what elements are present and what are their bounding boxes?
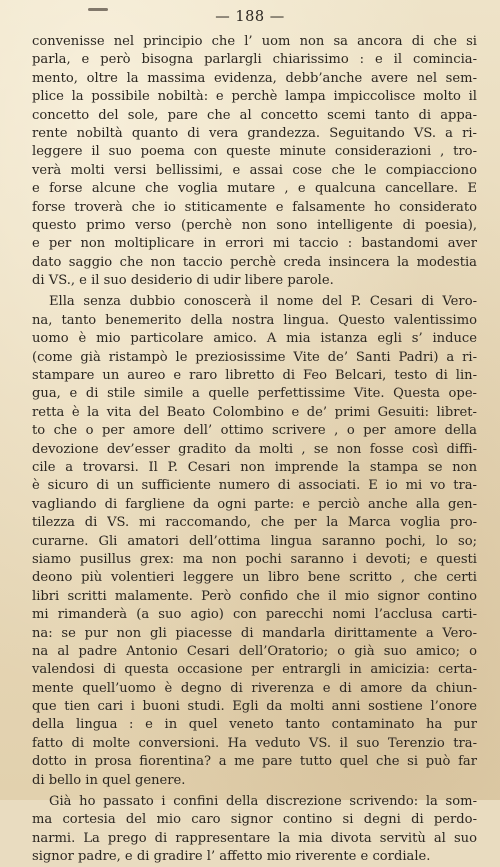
text-line: na al padre Antonio Cesari dell’Oratorio; o già suo amico; o bbox=[32, 643, 477, 659]
text-line: della lingua : e in quel veneto tanto contaminato ha pur bbox=[32, 717, 477, 733]
text-line: devozione dev’esser gradito da molti , se non fosse così diffi- bbox=[32, 441, 477, 457]
text-line: signor padre, e di gradire l’ affetto mio riverente e cordiale. bbox=[32, 849, 431, 865]
text-line: è sicuro di un sufficiente numero di associati. E io mi vo tra- bbox=[32, 478, 477, 494]
text-line: e per non moltiplicare in errori mi taccio : bastandomi aver bbox=[32, 236, 477, 252]
text-line: mente quell’uomo è degno di riverenza e di amore da chiun- bbox=[32, 680, 477, 696]
text-line: to che o per amore dell’ ottimo scrivere , o per amore della bbox=[32, 423, 477, 439]
text-line: tilezza di VS. mi raccomando, che per la Marca voglia pro- bbox=[32, 515, 477, 531]
text-line: deono più volentieri leggere un libro bene scritto , che certi bbox=[32, 570, 477, 586]
text-line: leggere il suo poema con queste minute considerazioni , tro- bbox=[32, 144, 477, 160]
text-line: di VS., e il suo desiderio di udir libere parole. bbox=[32, 273, 334, 289]
text-line: cile a trovarsi. Il P. Cesari non imprende la stampa se non bbox=[32, 459, 477, 475]
text-line: fatto di molte conversioni. Ha veduto VS. il suo Terenzio tra- bbox=[32, 735, 477, 751]
page-number: — 188 — bbox=[215, 9, 285, 25]
text-line: libri scritti malamente. Però confido che il mio signor contino bbox=[32, 588, 477, 604]
paragraph bbox=[32, 290, 477, 790]
text-line: narmi. La prego di rappresentare la mia divota servitù al suo bbox=[32, 830, 477, 846]
paragraph bbox=[32, 33, 477, 290]
text-line: dato saggio che non taccio perchè creda insincera la modestia bbox=[32, 254, 477, 270]
text-line: parla, e però bisogna parlargli chiarissimo : e il comincia- bbox=[32, 52, 477, 68]
text-line: Ella senza dubbio conoscerà il nome del P. Cesari di Vero- bbox=[49, 294, 477, 310]
text-line: valendosi di questa occasione per entrargli in amicizia: certa- bbox=[32, 662, 477, 678]
text-line: curarne. Gli amatori dell’ottima lingua saranno pochi, lo so; bbox=[32, 533, 477, 549]
paragraph bbox=[32, 790, 477, 867]
text-line: verà molti versi bellissimi, e assai cose che le compiacciono bbox=[32, 162, 477, 178]
text-line: questo primo verso (perchè non sono intelligente di poesia), bbox=[32, 217, 477, 233]
text-line: plice la possibile nobiltà: e perchè lampa impiccolisce molto il bbox=[32, 89, 477, 105]
text-line: concetto del sole, pare che al concetto scemi tanto di appa- bbox=[32, 107, 477, 123]
body-text bbox=[32, 33, 477, 867]
text-line: na: se pur non gli piacesse di mandarla dirittamente a Vero- bbox=[32, 625, 477, 641]
text-line: na, tanto benemerito della nostra lingua. Questo valentissimo bbox=[32, 312, 477, 328]
text-line: stampare un aureo e raro libretto di Feo Belcari, testo di lin- bbox=[32, 368, 477, 384]
text-line: ma cortesia del mio caro signor contino si degni di perdo- bbox=[32, 812, 477, 828]
text-line: di bello in quel genere. bbox=[32, 772, 186, 788]
text-line: que tien cari i buoni studi. Egli da molti anni sostiene l’onore bbox=[32, 699, 477, 715]
text-line: convenisse nel principio che l’ uom non sa ancora di che si bbox=[32, 34, 477, 49]
text-line: retta è la vita del Beato Colombino e de’ primi Gesuiti: libret- bbox=[32, 404, 477, 420]
text-line: uomo è mio particolare amico. A mia istanza egli s’ induce bbox=[32, 331, 477, 347]
text-line: vagliando di fargliene da ogni parte: e perciò anche alla gen- bbox=[32, 496, 477, 512]
text-line: e forse alcune che voglia mutare , e qualcuna cancellare. E bbox=[32, 181, 477, 197]
text-line: gua, e di stile simile a quelle perfettissime Vite. Questa ope- bbox=[32, 386, 477, 402]
text-line: siamo pusillus grex: ma non pochi saranno i devoti; e questi bbox=[32, 551, 477, 567]
text-line: dotto in prosa fiorentina? a me pare tutto quel che si può far bbox=[32, 754, 477, 770]
text-line: mi rimanderà (a suo agio) con parecchi nomi l’acclusa carti- bbox=[32, 607, 477, 623]
text-line: (come già ristampò le preziosissime Vite de’ Santi Padri) a ri- bbox=[32, 349, 477, 365]
text-line: Già ho passato i confini della discrezione scrivendo: la som- bbox=[49, 794, 477, 810]
text-line: forse troverà che io stiticamente e falsamente ho considerato bbox=[32, 199, 477, 215]
text-line: rente nobiltà quanto di vera grandezza. Seguitando VS. a ri- bbox=[32, 125, 477, 141]
text-line: mento, oltre la massima evidenza, debb’anche avere nel sem- bbox=[32, 70, 477, 86]
